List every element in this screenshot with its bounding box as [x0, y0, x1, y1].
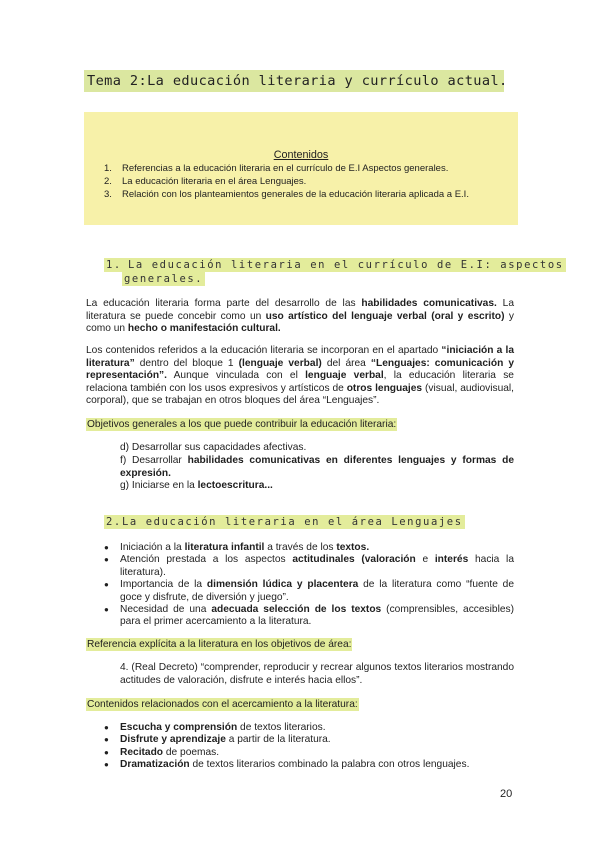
list-item: ● Disfrute y aprendizaje a partir de la literatura.: [104, 734, 514, 746]
section-number: 1.: [104, 258, 126, 272]
objectives-label: Objetivos generales a los que puede contribuir la educación literaria:: [87, 419, 397, 430]
list-item: [104, 188, 469, 201]
page-number: 20: [500, 788, 513, 800]
bullet-list: [104, 722, 514, 772]
list-item: ● Dramatización de textos literarios combinado la palabra con otros lenguajes.: [104, 759, 514, 771]
section-heading-1: [104, 258, 564, 285]
list-item: ● Escucha y comprensión de textos literarios.: [104, 722, 514, 734]
list-text: Relación con los planteamientos generales de la educación literaria aplicada a E.I.: [122, 189, 469, 200]
list-text: Referencias a la educación literaria en el currículo de E.I Aspectos generales.: [122, 163, 449, 174]
contents-list: [104, 162, 469, 201]
section-heading-2: [104, 516, 465, 528]
list-number: 1.: [104, 163, 112, 174]
explicit-label: Referencia explícita a la literatura en los objetivos de área:: [87, 639, 352, 650]
explicit-text: 4. (Real Decreto) “comprender, reproducir y recrear algunos textos literarios mostrando actitudes de valoración, disfrute e interés hacia ellos”.: [120, 662, 514, 686]
paragraph: Los contenidos referidos a la educación literaria se incorporan en el apartado “iniciación a la literatura” dentro del bloque 1 (lenguaje verbal) del área “Lenguajes: comunicación y representación”. Aunque vinculada con el lenguaje verbal, la educación literaria se relaciona también con los usos expresivos y artísticos de otros lenguajes (visual, audiovisual, corporal), que se trabajan en otros bloques del área “Lenguajes”.: [86, 345, 515, 406]
bullet-list: [104, 542, 514, 629]
objective-f: f) Desarrollar habilidades comunicativas en diferentes lenguajes y formas de expresión.: [120, 455, 514, 479]
list-item: [104, 175, 469, 188]
section-title: La educación literaria en el currículo de E.I: aspectos: [128, 259, 564, 271]
objective-g: g) Iniciarse en la lectoescritura...: [120, 480, 273, 491]
contents-box: [84, 112, 518, 225]
page-title: Tema 2:La educación literaria y currículo actual.: [84, 70, 504, 92]
section-title-cont: generales.: [124, 273, 204, 285]
list-number: 2.: [104, 176, 112, 187]
list-text: La educación literaria en el área Lenguajes.: [122, 176, 307, 187]
list-item: ● Iniciación a la literatura infantil a través de los textos.: [104, 542, 514, 554]
list-item: ● Atención prestada a los aspectos actitudinales (valoración e interés hacia la literatura).: [104, 554, 514, 579]
list-item: ● Importancia de la dimensión lúdica y placentera de la literatura como “fuente de goce y disfrute, de diversión y juego”.: [104, 579, 514, 604]
contents-heading: Contenidos: [273, 149, 329, 161]
objective-d: d) Desarrollar sus capacidades afectivas.: [120, 442, 307, 453]
section-title: La educación literaria en el área Lenguajes: [122, 516, 463, 528]
list-number: 3.: [104, 189, 112, 200]
section-number: 2.: [106, 516, 122, 528]
paragraph: La educación literaria forma parte del desarrollo de las habilidades comunicativas. La literatura se puede concebir como un uso artístico del lenguaje verbal (oral y escrito) y como un hecho o manifestación cultural.: [86, 298, 514, 334]
list-item: [104, 162, 469, 175]
related-label: Contenidos relacionados con el acercamiento a la literatura:: [87, 699, 358, 710]
list-item: ● Recitado de poemas.: [104, 747, 514, 759]
list-item: ● Necesidad de una adecuada selección de los textos (comprensibles, accesibles) para el primer acercamiento a la literatura.: [104, 604, 514, 629]
